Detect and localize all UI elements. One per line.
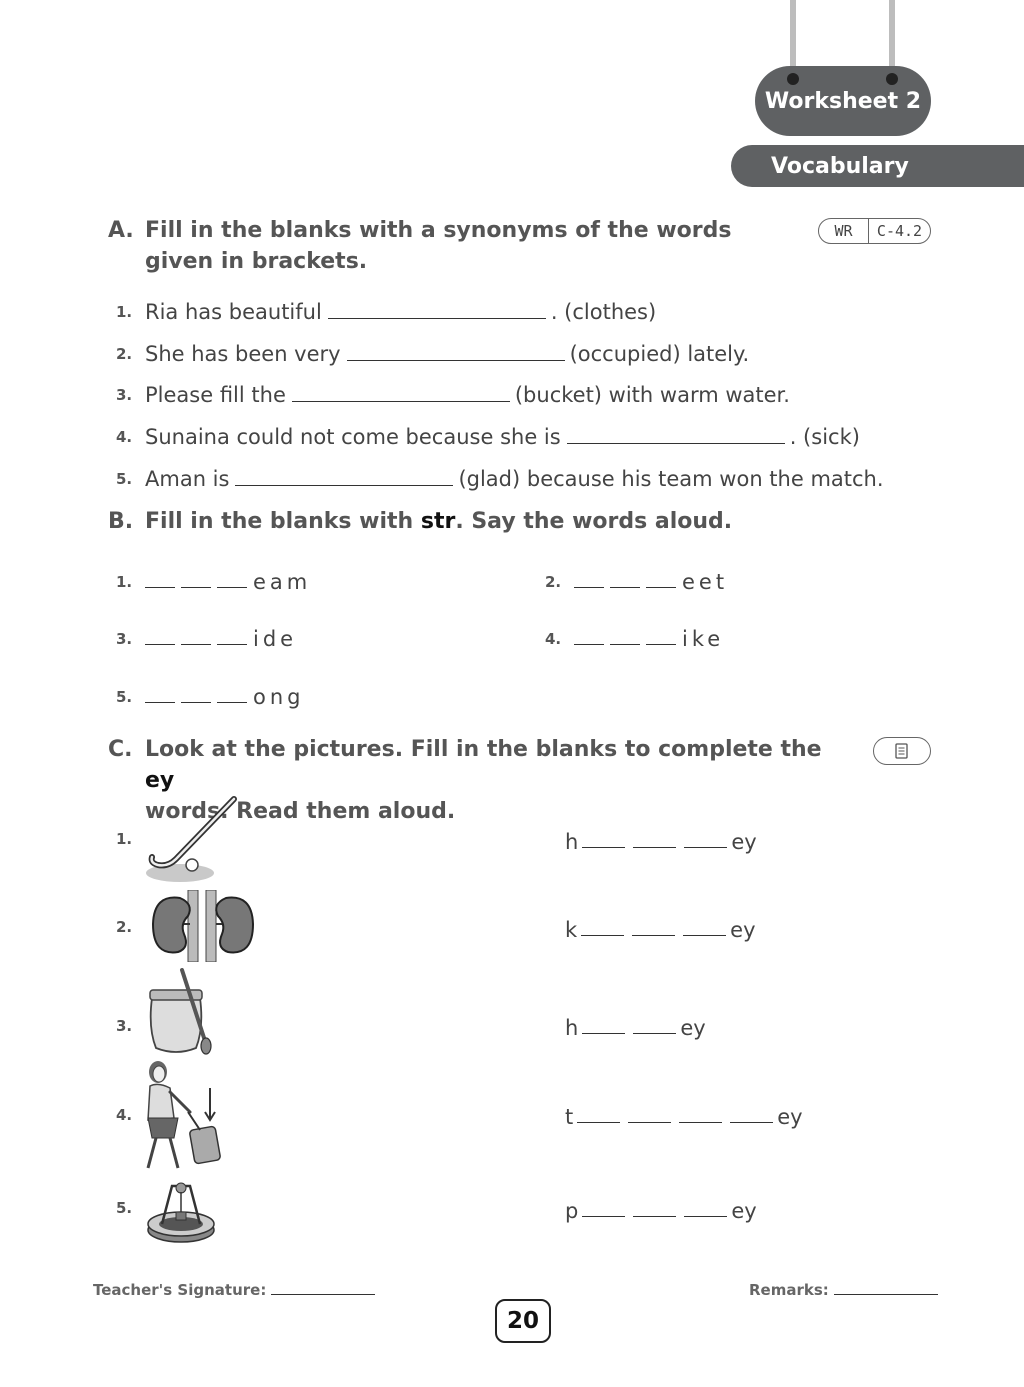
remarks-line[interactable]: [834, 1294, 938, 1295]
section-a-item-3: 3. Please fill the (bucket) with warm water.: [116, 377, 790, 407]
letter-blank[interactable]: [730, 1103, 773, 1123]
letter-blank[interactable]: [683, 916, 726, 936]
section-a-item-4: 4. Sunaina could not come because she is . (sick): [116, 419, 860, 449]
section-c-word-5: p ey: [565, 1199, 757, 1223]
trolley-icon: [142, 1058, 228, 1174]
letter-blank[interactable]: [574, 568, 604, 588]
kidney-icon: [150, 890, 256, 962]
section-c-word-2: k ey: [565, 918, 756, 942]
letter-blank[interactable]: [145, 683, 175, 703]
hanger-dot-right: [886, 73, 898, 85]
section-b-item-1: 1. eam: [116, 570, 312, 594]
letter-blank[interactable]: [610, 568, 640, 588]
letter-blank[interactable]: [145, 625, 175, 645]
letter-blank[interactable]: [633, 828, 676, 848]
letter-blank[interactable]: [646, 568, 676, 588]
letter-blank[interactable]: [181, 683, 211, 703]
item-number: 1.: [116, 830, 133, 848]
section-a-item-2: 2. She has been very (occupied) lately.: [116, 336, 749, 366]
teacher-signature: Teacher's Signature:: [93, 1281, 375, 1299]
honey-jar-icon: [146, 968, 216, 1056]
section-a-item-5: 5. Aman is (glad) because his team won the match.: [116, 461, 884, 491]
curriculum-code-badge: WR C-4.2: [818, 218, 931, 244]
letter-blank[interactable]: [582, 1197, 625, 1217]
reading-book-icon: [873, 737, 931, 765]
letter-blank[interactable]: [610, 625, 640, 645]
letter-blank[interactable]: [145, 568, 175, 588]
section-c-heading: C. Look at the pictures. Fill in the blanks to complete the ey words. Read them aloud.: [108, 737, 822, 824]
section-c-word-3: h ey: [565, 1016, 706, 1040]
letter-blank[interactable]: [582, 1014, 625, 1034]
item-number: 3.: [116, 1017, 133, 1035]
hockey-stick-icon: [140, 793, 240, 885]
letter-blank[interactable]: [632, 916, 675, 936]
topic-banner: Vocabulary: [731, 145, 1024, 187]
answer-blank[interactable]: [328, 297, 546, 319]
letter-blank[interactable]: [181, 568, 211, 588]
section-b-item-4: 4. ike: [545, 627, 725, 651]
letter-blank[interactable]: [684, 1197, 727, 1217]
letter-blank[interactable]: [684, 828, 727, 848]
letter-blank[interactable]: [217, 683, 247, 703]
letter-blank[interactable]: [217, 568, 247, 588]
answer-blank[interactable]: [235, 464, 453, 486]
section-b-heading: B. Fill in the blanks with str. Say the words aloud.: [108, 509, 733, 534]
letter-blank[interactable]: [577, 1103, 620, 1123]
worksheet-label: Worksheet 2: [755, 66, 931, 136]
signature-line[interactable]: [271, 1294, 375, 1295]
page-number: 20: [495, 1299, 551, 1343]
letter-blank[interactable]: [181, 625, 211, 645]
section-c-word-4: t ey: [565, 1105, 803, 1129]
item-number: 5.: [116, 1199, 133, 1217]
letter-blank[interactable]: [633, 1014, 676, 1034]
letter-blank[interactable]: [679, 1103, 722, 1123]
letter-blank[interactable]: [633, 1197, 676, 1217]
hanger-dot-left: [787, 73, 799, 85]
item-number: 2.: [116, 918, 133, 936]
answer-blank[interactable]: [292, 380, 510, 402]
letter-blank[interactable]: [582, 828, 625, 848]
answer-blank[interactable]: [347, 339, 565, 361]
answer-blank[interactable]: [567, 422, 785, 444]
letter-blank[interactable]: [646, 625, 676, 645]
letter-blank[interactable]: [574, 625, 604, 645]
pulley-icon: [144, 1178, 218, 1252]
section-b-item-5: 5. ong: [116, 685, 305, 709]
remarks: Remarks:: [749, 1281, 938, 1299]
section-a-heading: A. Fill in the blanks with a synonyms of the words given in brackets.: [108, 218, 732, 274]
section-a-item-1: 1. Ria has beautiful . (clothes): [116, 294, 656, 324]
letter-blank[interactable]: [581, 916, 624, 936]
letter-blank[interactable]: [628, 1103, 671, 1123]
letter-blank[interactable]: [217, 625, 247, 645]
section-c-word-1: h ey: [565, 830, 757, 854]
item-number: 4.: [116, 1106, 133, 1124]
section-b-item-3: 3. ide: [116, 627, 298, 651]
section-b-item-2: 2. eet: [545, 570, 729, 594]
